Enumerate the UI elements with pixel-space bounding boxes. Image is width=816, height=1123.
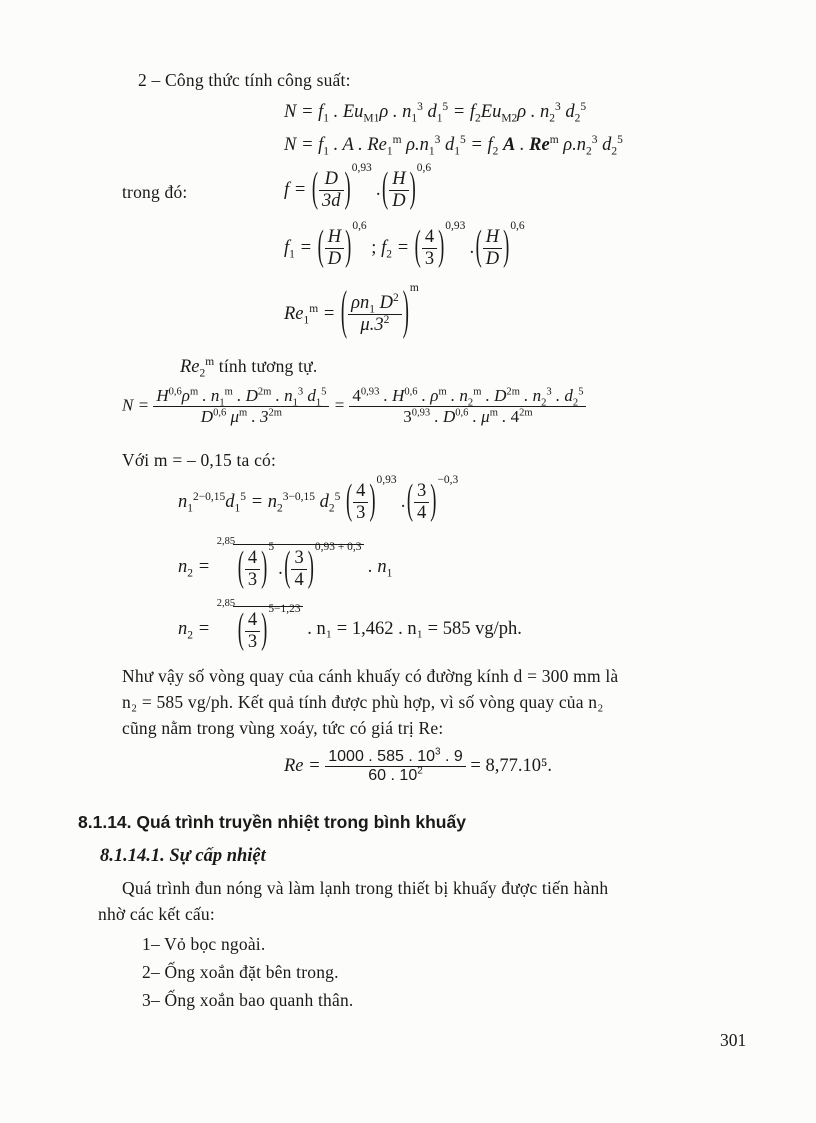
section-heading: 8.1.14. Quá trình truyền nhiệt trong bình khuấy	[78, 812, 466, 832]
paragraph-2-line-2: nhờ các kết cấu:	[98, 904, 215, 924]
re-result: = 8,77.10⁵.	[470, 755, 553, 776]
list-item: 2– Ống xoắn đặt bên trong.	[142, 962, 339, 982]
subsection-heading: 8.1.14.1. Sự cấp nhiệt	[100, 846, 266, 866]
page-number: 301	[720, 1030, 747, 1050]
f-equation: f = ( $\frac{D}{3d}$ )$^{0,93}$ .( $\frac{H}{D}$ )$^{0,6}$	[284, 162, 432, 213]
paragraph-1-line-1: Như vậy số vòng quay của cánh khuấy có đường kính d = 300 mm là	[122, 666, 619, 686]
n2-result: . n₁ = 1,462 . n₁ = 585 vg/ph.	[307, 618, 522, 639]
f1-f2-equation: $f_1$ = ( $\frac{H}{D}$ )$^{0,6}$ ; $f_2$ = ( $\frac{4}{3}$ )$^{0,93}$ .( $\frac{H}{D}$ )$^{0,6}$	[284, 220, 525, 271]
re2-note: tính tương tự.	[218, 356, 318, 376]
paragraph-1-line-2: n₂ = 585 vg/ph. Kết quả tính được phù hợp, vì số vòng quay của n₂	[122, 692, 604, 712]
power-equation-re: $N = f_1$ . A . $Re_1^m$ $\rho.n_1^3$ $d_1^5 = f_2$ A . Re$^m$ $\rho.n_2^3$ $d_2^5$	[284, 133, 623, 158]
formula-title: 2 – Công thức tính công suất:	[138, 70, 351, 90]
power-equation-eu: $N = f_1$ . $Eu_{M1}\rho$ . $n_1^3$ $d_1^5 = f_2Eu_{M2}\rho$ . $n_2^3$ $d_2^5$	[284, 100, 587, 125]
paragraph-1-line-3: cũng nằm trong vùng xoáy, tức có giá trị Re:	[122, 718, 444, 738]
n2-radical-equation-1: $n_2$ = 2,85 ( $\frac{4}{3}$ )$^5$ .( $\frac{3}{4}$ )$^{0,93 + 0,3}$ . $n_1$	[178, 536, 393, 592]
n-fraction-equation: N = $\frac{H^{0,6}\rho^m . n_1^m . D^{2m} . n_1^3 d_1^5}{D^{0,6} \mu^m . 3^{2m}}$ = $\frac{4^{0,93} . H^{0,6} . \rho^m . n_2^m . D^{2m} . n_2^3 . d_2^5}{3^{0,93} . D^{0,6} . \mu^m . 4^{2m}}$	[122, 386, 586, 427]
n1-power-equation: $n_1^{2-0,15}d_1^5 = n_2^{3-0,15}$ $d_2^5$ ( $\frac{4}{3}$ )$^{0,93}$ .( $\frac{3}{4}$ )$^{-0,3}$	[178, 474, 459, 525]
list-item: 3– Ống xoắn bao quanh thân.	[142, 990, 354, 1010]
where-label: trong đó:	[122, 182, 188, 202]
m-note: Với m = – 0,15 ta có:	[122, 450, 277, 470]
n2-radical-equation-2: $n_2$ = 2,85 ( $\frac{4}{3}$ )$^{5-1,23}$ . n₁ = 1,462 . n₁ = 585 vg/ph.	[178, 598, 522, 654]
list-item: 1– Vỏ bọc ngoài.	[142, 934, 266, 954]
re1-equation: $Re_1^m$ = ( $\frac{\rho n_1 D^2}{\mu.3^2}$ )$^m$	[284, 282, 419, 343]
paragraph-2-line-1: Quá trình đun nóng và làm lạnh trong thiết bị khuấy được tiến hành	[122, 878, 609, 898]
re2-line: $Re_2^m$ tính tương tự.	[180, 355, 318, 380]
re-value-equation: Re = $\frac{1000 . 585 . 10^3 . 9}{60 . 10^2}$ = 8,77.10⁵.	[284, 746, 553, 784]
